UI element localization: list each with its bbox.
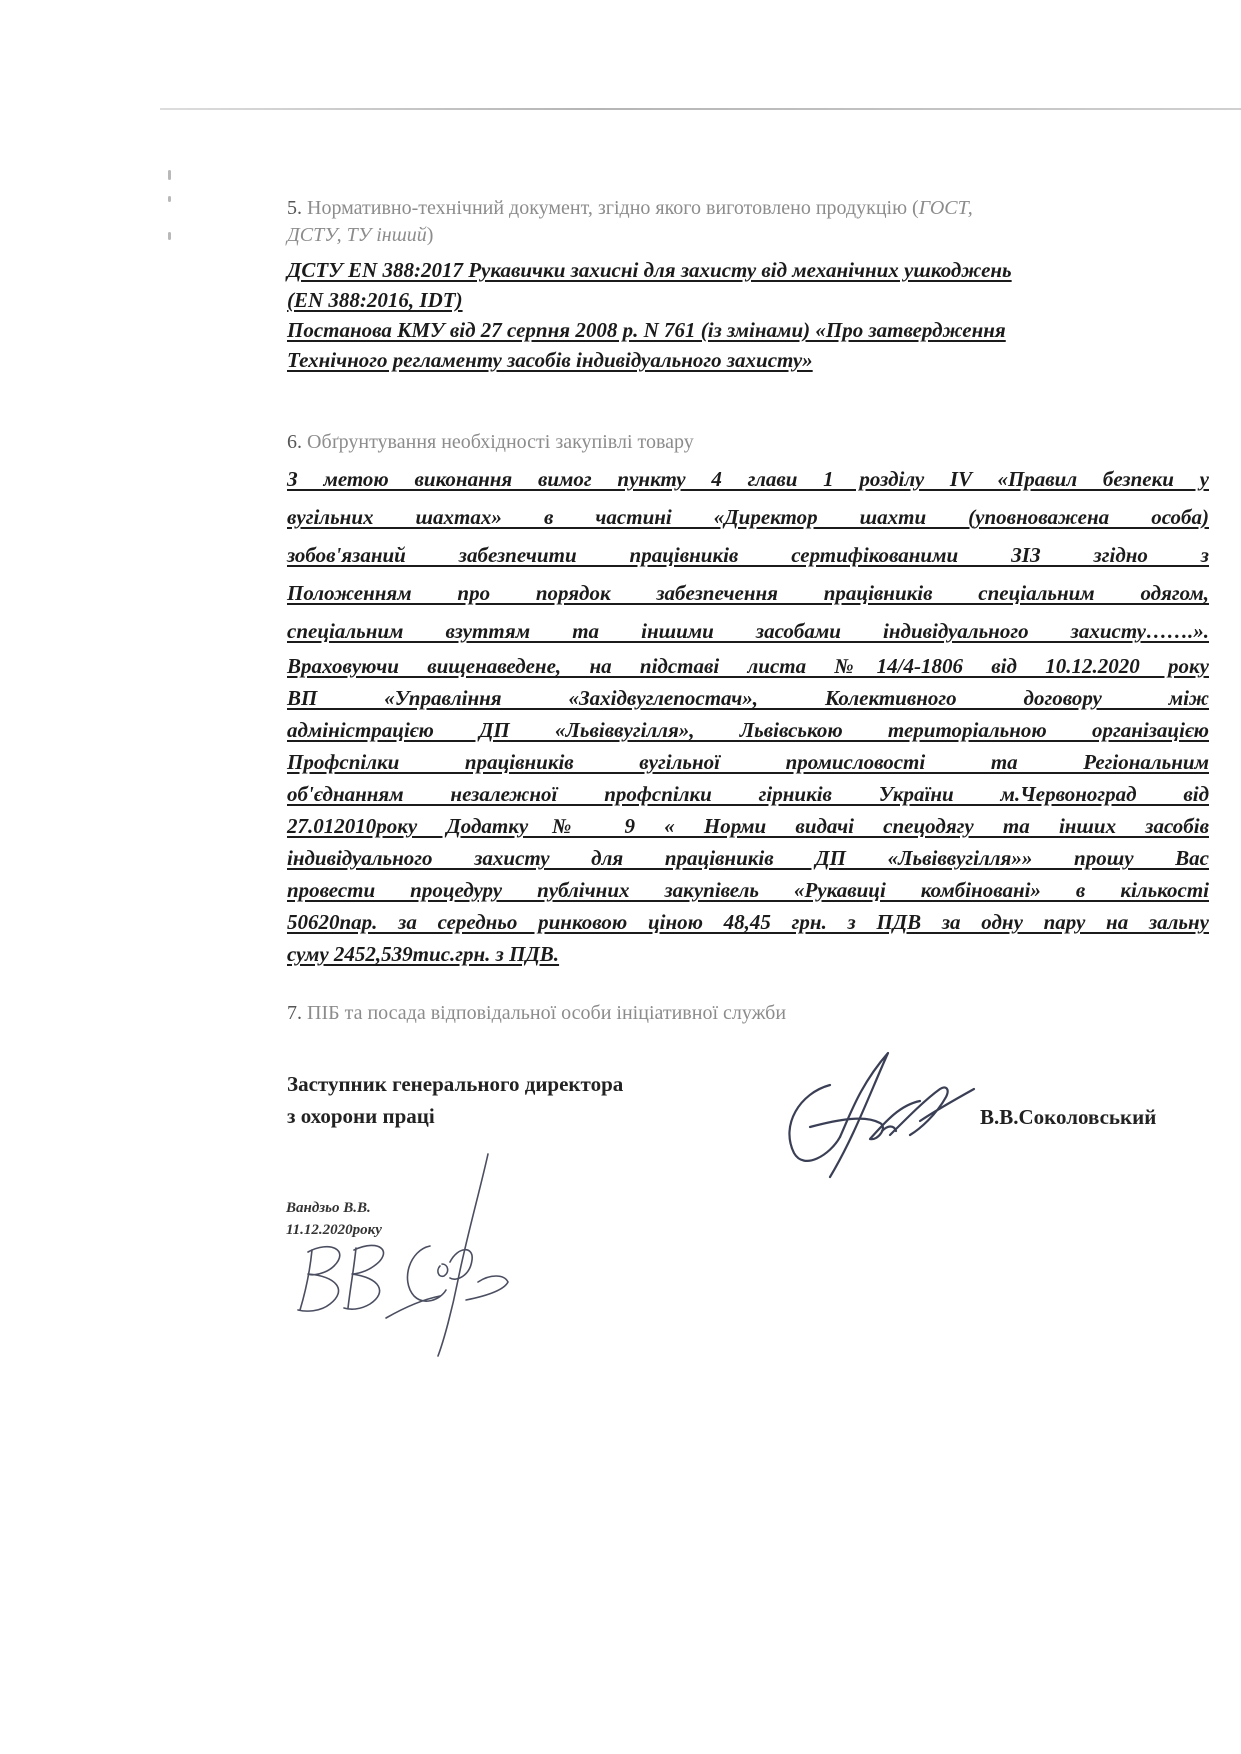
section-5-heading [287, 195, 1209, 249]
section-6 [287, 429, 1209, 970]
director-signature [770, 1045, 980, 1185]
justification-line: адміністрацією ДП «Львіввугілля», Львівською територіальною організацією [287, 718, 1209, 742]
heading-italic: ГОСТ, [918, 197, 973, 219]
justification-line: Профспілки працівників вугільної промисловості та Регіональним [287, 750, 1209, 774]
heading-italic: ДСТУ, ТУ інший [287, 224, 427, 246]
signer-position-line: з охорони праці [287, 1104, 435, 1128]
heading-close: ) [426, 224, 434, 246]
section-number: 6. [287, 431, 302, 453]
signer-name: В.В.Соколовський [980, 1105, 1157, 1129]
justification-line: індивідуального захисту для працівників ДП «Львіввугілля»» прошу Вас [287, 846, 1209, 870]
justification-line: зобов'язаний забезпечити працівників сертифікованими ЗІЗ згідно з [287, 543, 1209, 567]
section-number: 5. [287, 197, 302, 219]
executor-date: 11.12.2020року [286, 1222, 382, 1238]
section-7 [287, 1000, 1209, 1027]
signer-position [287, 1068, 623, 1132]
standard-line: ДСТУ EN 388:2017 Рукавички захисні для захисту від механічних ушкоджень [287, 258, 1012, 282]
executor-name: Вандзьо В.В. [286, 1200, 371, 1216]
regulation-line: Постанова КМУ від 27 серпня 2008 р. N 761 (із змінами) «Про затвердження [287, 318, 1006, 342]
signer-position-line: Заступник генерального директора [287, 1072, 624, 1096]
justification-line: З метою виконання вимог пункту 4 глави 1 розділу IV «Правил безпеки у [287, 467, 1209, 491]
section-5 [287, 195, 1209, 375]
justification-text [287, 460, 1209, 970]
justification-line: ВП «Управління «Західвуглепостач», Колективного договору між [287, 686, 1209, 710]
heading-text: Нормативно-технічний документ, згідно якого виготовлено продукцію ( [307, 197, 919, 219]
scan-mark [168, 196, 171, 202]
document-body [287, 195, 1209, 1024]
heading-text: Обґрунтування необхідності закупівлі товару [307, 431, 694, 453]
regulation-line: Технічного регламенту засобів індивідуального захисту» [287, 348, 813, 372]
heading-text: ПІБ та посада відповідальної особи ініціативної служби [307, 1002, 787, 1024]
scan-mark [168, 170, 171, 180]
justification-line: провести процедуру публічних закупівель «Рукавиці комбіновані» в кількості [287, 878, 1209, 902]
section-6-heading [287, 429, 1209, 456]
section-number: 7. [287, 1002, 302, 1024]
scan-edge-line [160, 108, 1241, 110]
scan-mark [168, 232, 171, 240]
justification-line: суму 2452,539тис.грн. з ПДВ. [287, 942, 560, 966]
justification-line: 27.012010року Додатку№ 9 « Норми видачі спецодягу та інших засобів [287, 814, 1209, 838]
section-7-heading [287, 1000, 1209, 1027]
justification-line: спеціальним взуттям та іншими засобами індивідуального захисту…….». [287, 619, 1209, 643]
justification-line: 50620пар. за середньо ринковою ціною 48,45 грн. з ПДВ за одну пару на зальну [287, 910, 1209, 934]
justification-line: Положенням про порядок забезпечення працівників спеціальним одягом, [287, 581, 1209, 605]
executor-signature [290, 1150, 510, 1360]
justification-line: вугільних шахтах» в частині «Директор шахти (уповноважена особа) [287, 505, 1209, 529]
standard-line: (EN 388:2016, IDT) [287, 288, 463, 312]
justification-line: Враховуючи вищенаведене, на підставі листа №14/4-1806 від 10.12.2020 року [287, 654, 1209, 678]
justification-line: об'єднанням незалежної профспілки гірників України м.Червоноград від [287, 782, 1209, 806]
